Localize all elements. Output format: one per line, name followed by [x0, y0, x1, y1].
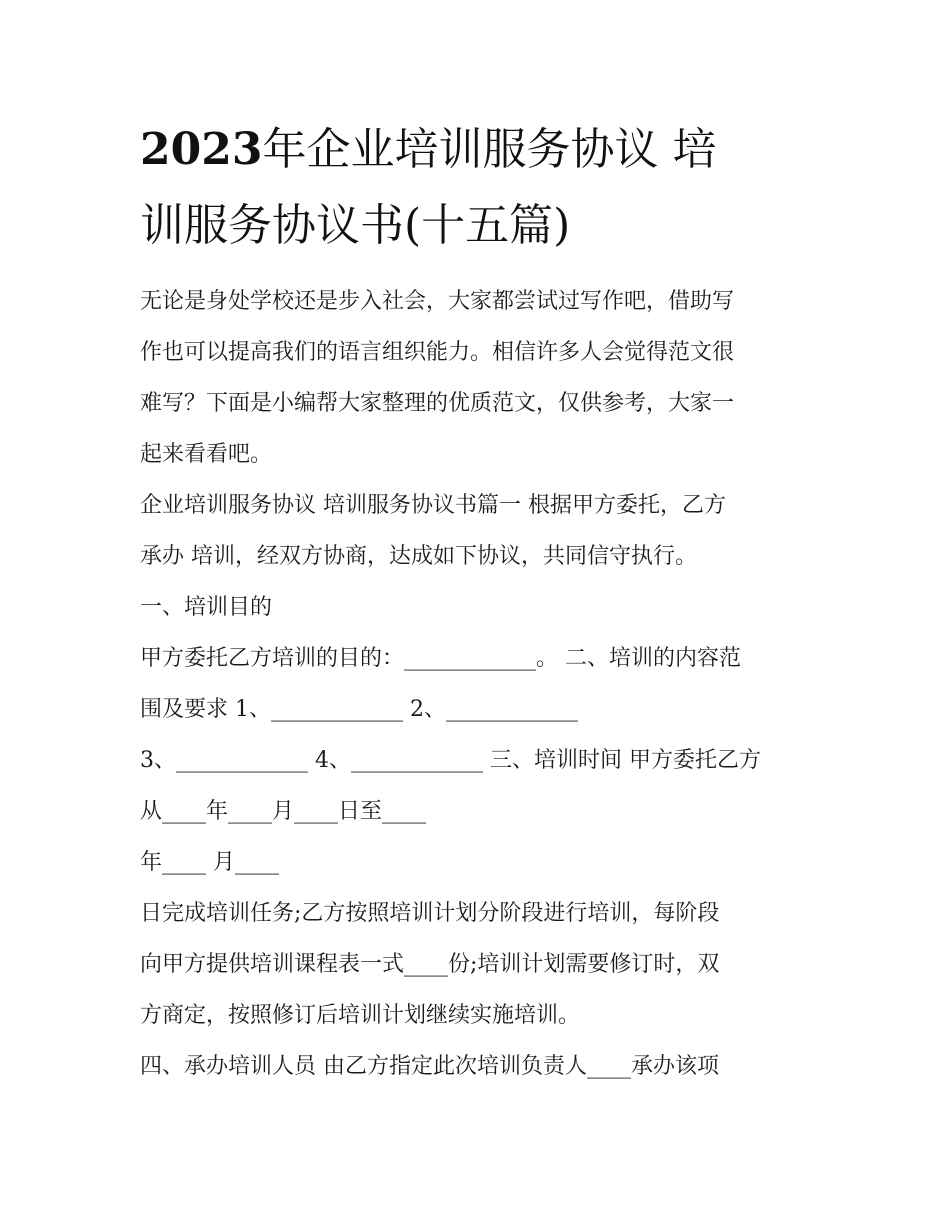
purpose-paragraph: [140, 633, 820, 735]
intro-line: 起来看看吧。: [140, 442, 273, 467]
item1-heading: [140, 582, 820, 633]
intro-line: 作也可以提高我们的语言组织能力。相信许多人会觉得范文很: [140, 340, 735, 365]
date-end-line: 年____ 月____: [140, 850, 279, 875]
section-intro-line: 承办 培训，经双方协商，达成如下协议，共同信守执行。: [140, 544, 697, 569]
item1-heading-text: 一、培训目的: [140, 595, 273, 620]
title-line2: 训服务协议书(十五篇): [140, 200, 571, 251]
section-intro-paragraph: [140, 480, 820, 582]
item4-line: 四、承办培训人员 由乙方指定此次培训负责人____承办该项: [140, 1054, 719, 1079]
section-intro-line: 企业培训服务协议 培训服务协议书篇一 根据甲方委托，乙方: [140, 493, 726, 518]
date-end-paragraph: [140, 837, 820, 888]
schedule-line: 日完成培训任务;乙方按照培训计划分阶段进行培训，每阶段: [140, 901, 720, 926]
title-line1: 年企业培训服务协议 培: [262, 124, 717, 175]
intro-line: 难写？下面是小编帮大家整理的优质范文，仅供参考，大家一: [140, 391, 735, 416]
document-body: [140, 276, 820, 1092]
purpose-line: 甲方委托乙方培训的目的：____________。 二、培训的内容范: [140, 646, 741, 671]
schedule-line: 向甲方提供培训课程表一式____份;培训计划需要修订时，双: [140, 952, 720, 977]
purpose-line: 围及要求 1、____________ 2、____________: [140, 697, 578, 722]
schedule-line: 方商定，按照修订后培训计划继续实施培训。: [140, 1003, 581, 1028]
title-year: 2023: [140, 124, 263, 175]
requirement-line: 从____年____月____日至____: [140, 799, 427, 824]
document-title: [140, 112, 820, 264]
schedule-paragraph: [140, 888, 820, 1041]
requirement-paragraph: [140, 735, 820, 837]
item4-paragraph: [140, 1041, 820, 1092]
intro-line: 无论是身处学校还是步入社会，大家都尝试过写作吧，借助写: [140, 289, 735, 314]
requirement-line: 3、____________ 4、____________ 三、培训时间 甲方委托乙方: [140, 748, 761, 773]
intro-paragraph: [140, 276, 820, 480]
